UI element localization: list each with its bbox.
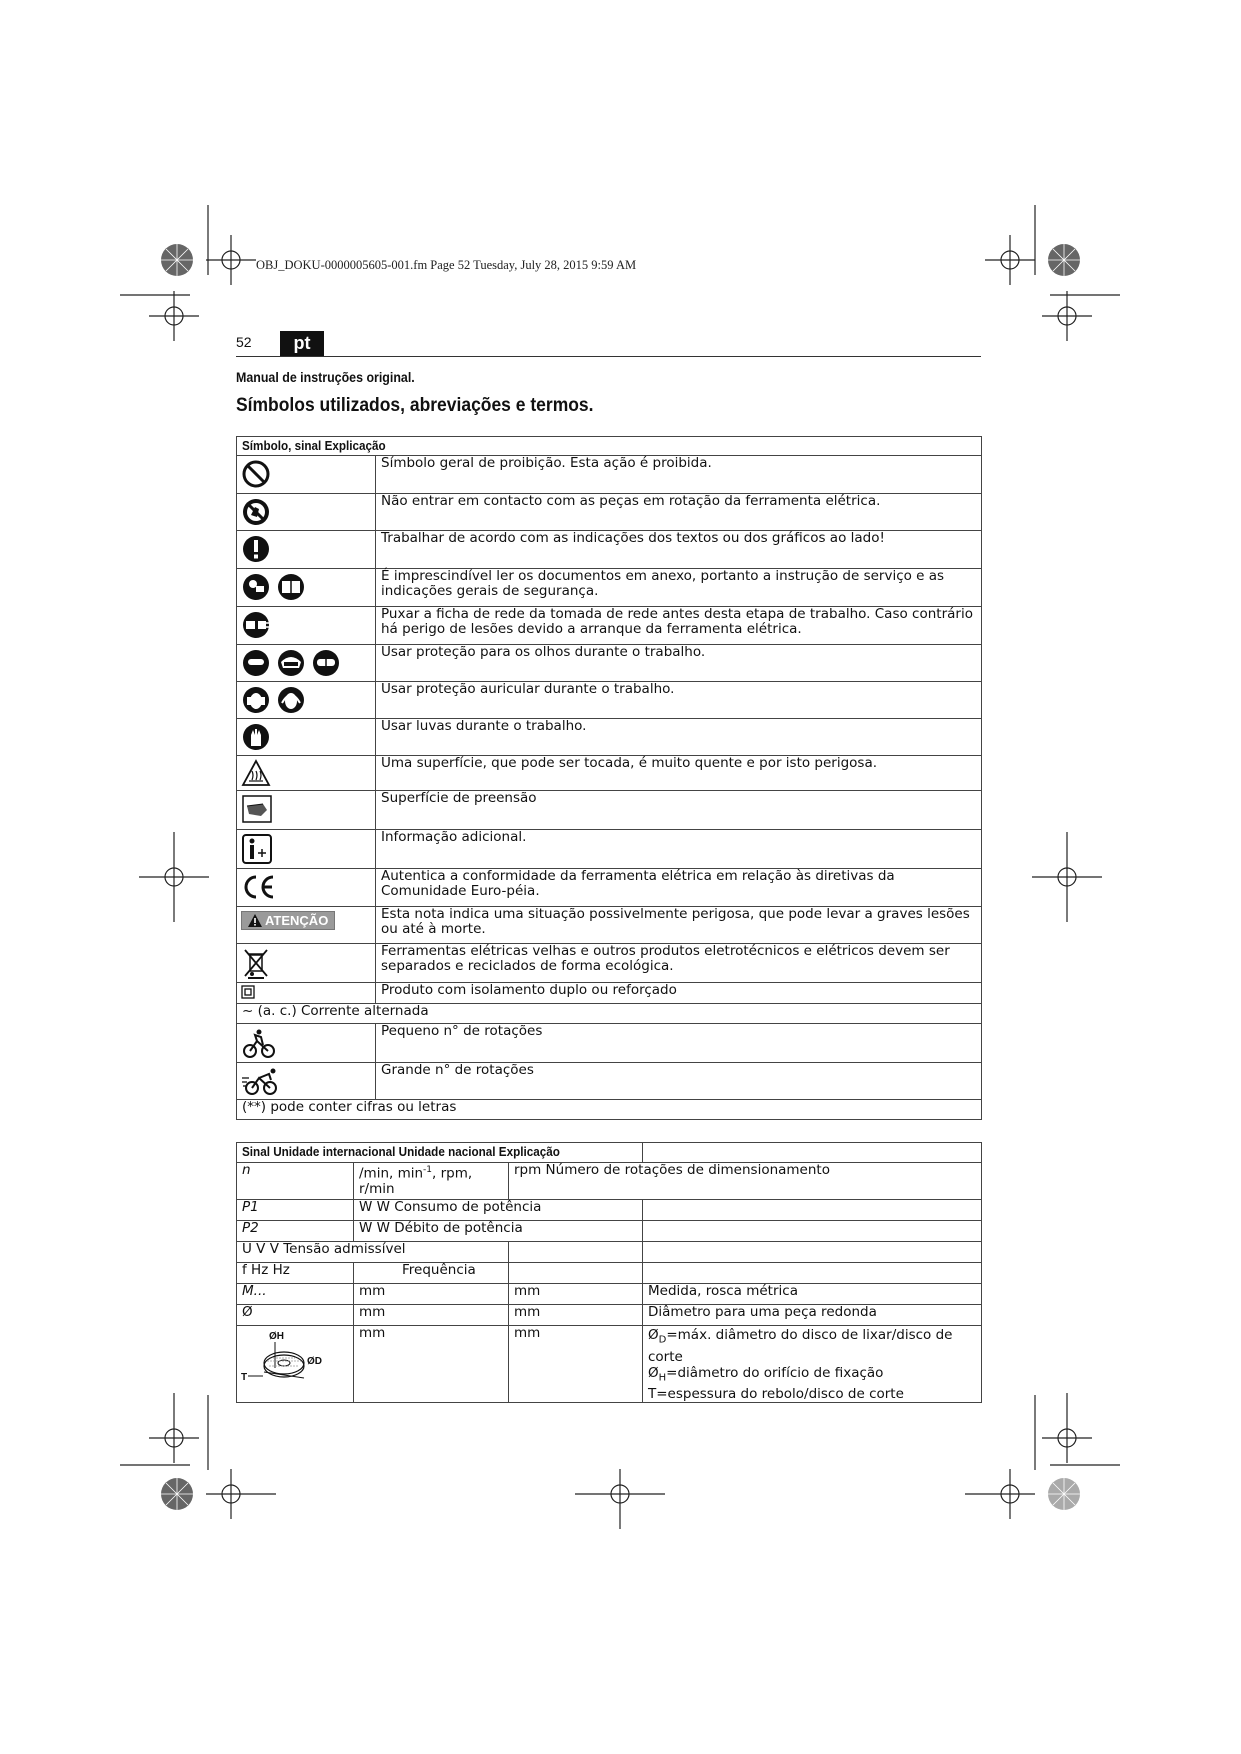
- table-row: [237, 1284, 982, 1305]
- symbol-explanation: Usar proteção para os olhos durante o trabalho.: [376, 645, 982, 682]
- table-row: [237, 1200, 982, 1221]
- intl-unit-cell: [354, 1163, 509, 1200]
- info-icon: [241, 833, 273, 865]
- table-row: [237, 607, 982, 645]
- table-row: [237, 756, 982, 791]
- warning-badge: [241, 911, 335, 930]
- intl-unit-cell: mm: [354, 1305, 509, 1326]
- table-row: [237, 830, 982, 869]
- diagram-label-oh: ØH: [269, 1331, 284, 1342]
- explanation-cell: Diâmetro para uma peça redonda: [643, 1305, 982, 1326]
- table-row: [237, 1305, 982, 1326]
- nat-unit-cell: mm: [509, 1284, 643, 1305]
- intl-unit-cell: W W Consumo de potência: [354, 1200, 643, 1221]
- prohibition-icon: [241, 459, 271, 489]
- oh-symbol: Ø: [648, 1364, 659, 1381]
- read-manual-icon: [241, 572, 307, 602]
- double-insulation-icon: [241, 985, 255, 999]
- hot-surface-icon: [241, 759, 271, 787]
- table-row: [237, 1024, 982, 1063]
- units-table-header: [237, 1143, 982, 1163]
- grip-surface-icon: [241, 794, 273, 824]
- table-row: [237, 682, 982, 719]
- symbol-explanation: Superfície de preensão: [376, 791, 982, 830]
- symbol-explanation: Grande n° de rotações: [376, 1063, 982, 1100]
- table-row: [237, 1004, 982, 1024]
- symbol-explanation: Pequeno n° de rotações: [376, 1024, 982, 1063]
- t-text: T=espessura do rebolo/disco de corte: [648, 1386, 904, 1403]
- symbol-explanation: É imprescindível ler os documentos em anexo, portanto a instrução de serviço e as indicações gerais de segurança.: [376, 569, 982, 607]
- table-row: [237, 1100, 982, 1120]
- n-unit-superscript: -1: [423, 1165, 433, 1175]
- page-number: 52: [236, 334, 252, 350]
- units-header-text: Sinal Unidade internacional Unidade nacional Explicação: [242, 1144, 560, 1159]
- intl-unit-cell: mm: [354, 1284, 509, 1305]
- table-row: [237, 944, 982, 983]
- table-row: [237, 1063, 982, 1100]
- table-row: [237, 645, 982, 682]
- table-row: [237, 494, 982, 531]
- table-row: [237, 791, 982, 830]
- table-row: [237, 569, 982, 607]
- page-subtitle: Manual de instruções original.: [236, 370, 415, 385]
- symbols-table: [236, 436, 982, 1120]
- table-row: [237, 1242, 982, 1263]
- nat-unit-cell: mm: [509, 1326, 643, 1403]
- table-row: [237, 907, 982, 944]
- symbol-explanation: Símbolo geral de proibição. Esta ação é proibida.: [376, 456, 982, 494]
- file-info: OBJ_DOKU-0000005605-001.fm Page 52 Tuesday, July 28, 2015 9:59 AM: [256, 258, 637, 272]
- symbols-table-header: [237, 437, 982, 456]
- nat-unit-cell: rpm Número de rotações de dimensionamento: [509, 1163, 982, 1200]
- intl-unit-cell: Frequência: [354, 1263, 509, 1284]
- ac-row-text: ~ (a. c.) Corrente alternada: [237, 1004, 982, 1024]
- symbol-explanation: Informação adicional.: [376, 830, 982, 869]
- table-row: [237, 719, 982, 756]
- table-row: [237, 1326, 982, 1403]
- unplug-icon: [241, 610, 271, 640]
- header-rule: [236, 356, 981, 357]
- table-row: [237, 1221, 982, 1242]
- low-speed-icon: [241, 1027, 277, 1059]
- symbol-explanation: Trabalhar de acordo com as indicações dos textos ou dos gráficos ao lado!: [376, 531, 982, 569]
- n-unit-text-2: r/min: [359, 1180, 395, 1197]
- warning-badge-label: ATENÇÃO: [265, 913, 329, 928]
- ear-protection-icon: [241, 685, 307, 715]
- symbol-explanation: Puxar a ficha de rede da tomada de rede antes desta etapa de trabalho. Caso contrário há perigo de lesões devido a arranque da ferramenta elétrica.: [376, 607, 982, 645]
- sign-cell: M...: [237, 1284, 354, 1305]
- mandatory-action-icon: [241, 534, 271, 564]
- explanation-cell: Medida, rosca métrica: [643, 1284, 982, 1305]
- symbol-explanation: Usar proteção auricular durante o trabalho.: [376, 682, 982, 719]
- footnote-row-text: (**) pode conter cifras ou letras: [237, 1100, 982, 1120]
- symbol-explanation: Usar luvas durante o trabalho.: [376, 719, 982, 756]
- eye-protection-icon: [241, 648, 341, 678]
- n-unit-text-b: , rpm,: [432, 1165, 473, 1182]
- intl-unit-cell: W W Débito de potência: [354, 1221, 643, 1242]
- nat-unit-cell: mm: [509, 1305, 643, 1326]
- sign-cell: P2: [237, 1221, 354, 1242]
- symbols-header-text: Símbolo, sinal Explicação: [242, 438, 386, 453]
- sign-cell: f Hz Hz: [237, 1263, 354, 1284]
- symbol-explanation: Produto com isolamento duplo ou reforçado: [376, 983, 982, 1004]
- no-touch-rotating-icon: [241, 497, 271, 527]
- sign-cell: U V V Tensão admissível: [237, 1242, 509, 1263]
- language-badge: pt: [280, 331, 324, 356]
- warning-triangle-icon: [248, 914, 262, 927]
- symbol-explanation: Não entrar em contacto com as peças em rotação da ferramenta elétrica.: [376, 494, 982, 531]
- high-speed-icon: [241, 1066, 281, 1096]
- oh-text: =diâmetro do orifício de fixação: [666, 1364, 884, 1381]
- od-subscript: D: [658, 1334, 667, 1346]
- intl-unit-cell: mm: [354, 1326, 509, 1403]
- weee-bin-icon: [241, 947, 271, 979]
- table-row: [237, 1263, 982, 1284]
- units-table: [236, 1142, 982, 1403]
- diagram-label-t: T: [241, 1372, 248, 1383]
- oh-subscript: H: [658, 1372, 667, 1384]
- symbol-explanation: Esta nota indica uma situação possivelmente perigosa, que pode levar a graves lesões ou até à morte.: [376, 907, 982, 944]
- diagram-label-od: ØD: [307, 1356, 322, 1367]
- symbol-explanation: Autentica a conformidade da ferramenta elétrica em relação às diretivas da Comunidade Euro-péia.: [376, 869, 982, 907]
- table-row: [237, 531, 982, 569]
- gloves-icon: [241, 722, 271, 752]
- explanation-cell: [643, 1326, 982, 1403]
- page-title: Símbolos utilizados, abreviações e termos.: [236, 395, 594, 416]
- n-unit-text: /min, min: [359, 1165, 424, 1182]
- symbol-explanation: Ferramentas elétricas velhas e outros produtos eletrotécnicos e elétricos devem ser separados e reciclados de forma ecológica.: [376, 944, 982, 983]
- ce-mark-icon: [241, 872, 277, 902]
- od-text: =máx. diâmetro do disco de lixar/disco de corte: [648, 1327, 953, 1365]
- sign-cell: Ø: [237, 1305, 354, 1326]
- od-symbol: Ø: [648, 1327, 659, 1343]
- table-row: [237, 1163, 982, 1200]
- disc-dimension-diagram: [239, 1328, 339, 1384]
- sign-cell: P1: [237, 1200, 354, 1221]
- table-row: [237, 456, 982, 494]
- table-row: [237, 983, 982, 1004]
- sign-cell: n: [237, 1163, 354, 1200]
- table-row: [237, 869, 982, 907]
- symbol-explanation: Uma superfície, que pode ser tocada, é muito quente e por isto perigosa.: [376, 756, 982, 791]
